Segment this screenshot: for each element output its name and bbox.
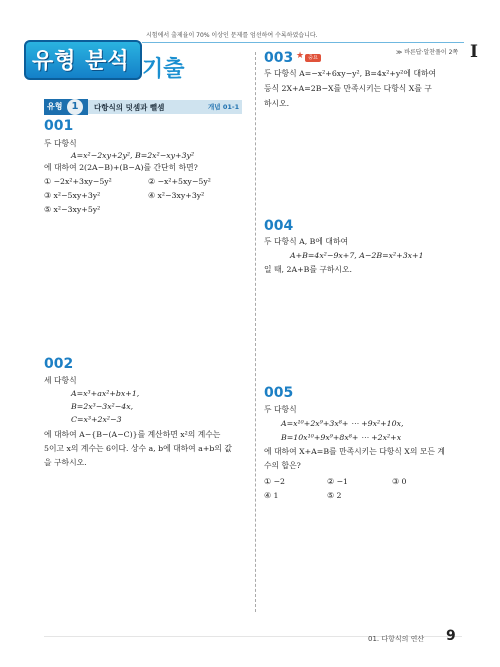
question-text: 일 때, 2A+B를 구하시오.: [264, 265, 352, 274]
section-badge-sub: 기출: [142, 57, 185, 82]
answer-choice[interactable]: ④ 1: [264, 491, 279, 500]
answer-choice[interactable]: ② −x²+5xy−5y²: [148, 177, 211, 186]
type-reference: 개념 01-1: [208, 103, 240, 111]
important-label: 중요: [305, 54, 321, 62]
question-text: 에 대하여 A−{B−(A−C)}를 계산하면 x²의 계수는: [44, 430, 221, 439]
question-expression: B=10x¹⁰+9x⁹+8x⁸+ ⋯ +2x²+x: [281, 433, 402, 442]
question-text: 에 대하여 X+A=B를 만족시키는 다항식 X의 모든 계: [264, 447, 445, 456]
answer-choice[interactable]: ③ 0: [392, 477, 407, 486]
question-expression: A=x¹⁰+2x⁹+3x⁸+ ⋯ +9x²+10x,: [281, 419, 404, 428]
answer-choice[interactable]: ④ x²−3xy+3y²: [148, 191, 205, 200]
answer-choice[interactable]: ⑤ x²−3xy+5y²: [44, 205, 101, 214]
question-text: 두 다항식: [44, 139, 77, 148]
section-description: 시험에서 출제율이 70% 이상인 문제를 엄선하여 수록하였습니다.: [146, 32, 318, 39]
question-text: 5이고 x의 계수는 6이다. 상수 a, b에 대하여 a+b의 값: [44, 444, 232, 453]
column-divider: [255, 52, 256, 612]
chapter-mark: I: [470, 42, 478, 62]
answer-choice[interactable]: ① −2: [264, 477, 285, 486]
footer-chapter: 01. 다항식의 연산: [368, 635, 425, 643]
question-expression: A+B=4x²−9x+7, A−2B=x²+3x+1: [290, 251, 424, 260]
type-title: 다항식의 덧셈과 뺄셈: [94, 103, 165, 112]
question-text: 두 다항식 A=−x²+6xy−y², B=4x²+y²에 대하여: [264, 69, 437, 78]
answer-choice[interactable]: ⑤ 2: [327, 491, 342, 500]
section-badge-label: 유형 분석: [32, 49, 130, 74]
question-expression: A=x³+ax²+bx+1,: [71, 389, 140, 398]
question-text: 에 대하여 2(2A−B)+(B−A)를 간단히 하면?: [44, 163, 198, 172]
answer-reference: ≫ 바른답·알찬풀이 2쪽: [396, 49, 459, 56]
question-text: 등식 2X+A=2B−X를 만족시키는 다항식 X를 구: [264, 84, 432, 93]
question-text: 하시오.: [264, 99, 290, 108]
star-icon: ★: [296, 51, 305, 61]
question-text: 을 구하시오.: [44, 458, 87, 467]
type-number: 1: [67, 99, 83, 115]
answer-choice[interactable]: ① −2x²+3xy−5y²: [44, 177, 112, 186]
answer-choice[interactable]: ② −1: [327, 477, 348, 486]
important-mark: [296, 51, 322, 63]
question-number: 003: [264, 50, 294, 66]
question-expression: C=x³+2x²−3: [71, 415, 122, 424]
question-text: 세 다항식: [44, 376, 77, 385]
answer-choice[interactable]: ③ x²−5xy+3y²: [44, 191, 101, 200]
question-text: 두 다항식: [264, 405, 297, 414]
question-number: 005: [264, 385, 294, 401]
question-text: 수의 합은?: [264, 461, 301, 470]
question-number: 004: [264, 218, 294, 234]
question-number: 002: [44, 356, 74, 372]
question-expression: B=2x³−3x²−4x,: [71, 402, 134, 411]
question-text: 두 다항식 A, B에 대하여: [264, 237, 349, 246]
header-rule: [142, 42, 464, 43]
question-expression: A=x²−2xy+2y², B=2x²−xy+3y²: [71, 151, 195, 160]
page-number: 9: [446, 628, 456, 644]
section-badge: [24, 40, 142, 80]
type-tag-label: 유형: [47, 102, 63, 111]
question-number: 001: [44, 118, 74, 134]
